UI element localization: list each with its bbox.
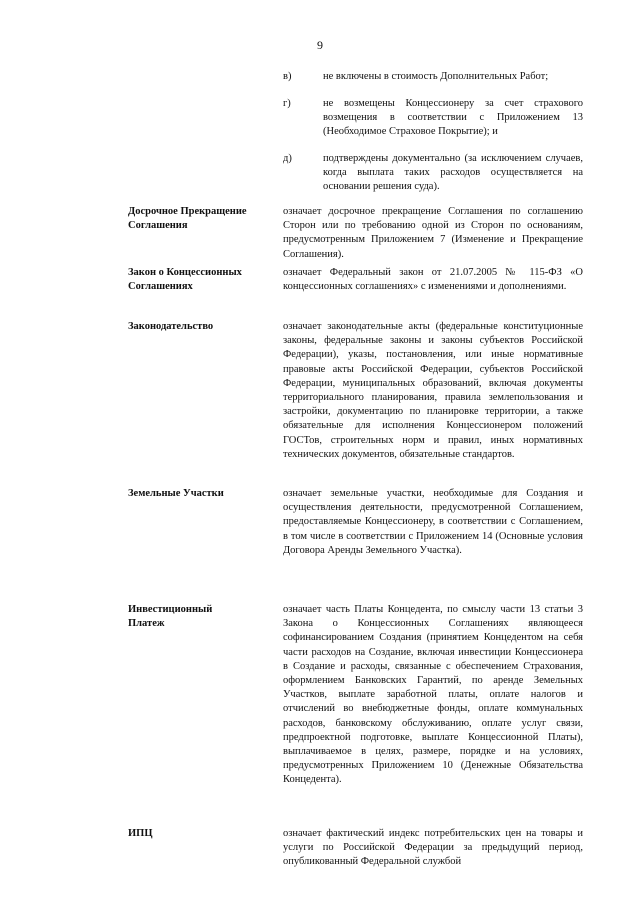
term-land-plots: Земельные Участки <box>128 488 224 499</box>
term-early-termination: Досрочное Прекращение Соглашения <box>128 206 247 232</box>
subitem-mark: д) <box>283 153 292 164</box>
subitem-text: не возмещены Концессионеру за счет страхового возмещения в соответствии с Приложением 13 (Необходимое Страховое Покрытие); и <box>323 98 583 138</box>
term-concession-law: Закон о Концессионных Соглашениях <box>128 267 242 293</box>
subitem-text: подтверждены документально (за исключением случаев, когда выплата таких расходов осуществляется на основании решения суда). <box>323 153 583 193</box>
definition-cpi: означает фактический индекс потребительских цен на товары и услуги по Российской Федерации за предыдущий период, опубликованный Федеральной службой <box>283 828 583 868</box>
subitem-mark: г) <box>283 98 291 109</box>
subitem-mark: в) <box>283 71 292 82</box>
subitem-text: не включены в стоимость Дополнительных Работ; <box>323 71 549 82</box>
definition-early-termination: означает досрочное прекращение Соглашения по соглашению Сторон или по требованию одной из Сторон по основаниям, предусмотренным Приложением 7 (Изменение и Прекращение Соглашения). <box>283 206 583 260</box>
definition-legislation: означает законодательные акты (федеральные конституционные законы, федеральные законы и законы субъектов Российской Федерации), указы, постановления, или иные нормативные правовые акты Российской Федерации, субъектов Российской Федерации, муниципальных образований, включая документы территориального планирования, правила землепользования и застройки, документацию по планировке территории, а также обязательные для исполнения Концессионером положений ГОСТов, строительных норм и правил, иных нормативных технических документов, обязательные стандартов. <box>283 321 583 460</box>
definition-investment-payment: означает часть Платы Концедента, по смыслу части 13 статьи 3 Закона о Концессионных Соглашениях являющееся софинансированием Создания (принятием Концедентом на себя части расходов на Создание, включая инвестиции Концессионера в Создание и расходы, связанные с обеспечением Страхования, оформлением Банковских Гарантий, по аренде Земельных Участков, выплате заработной платы, оплате налогов и отчислений во внебюджетные фонды, оплате коммунальных расходов, банковскому обслуживанию, оплате услуг связи, предпроектной подготовке, выплате Концессионной Платы), выплачиваемое в целях, размере, порядке и на условиях, предусмотренных Приложением 10 (Денежные Обязательства Концедента). <box>283 604 583 786</box>
term-cpi: ИПЦ <box>128 828 153 839</box>
definition-concession-law: означает Федеральный закон от 21.07.2005 № 115-ФЗ «О концессионных соглашениях» с изменениями и дополнениями. <box>283 267 583 293</box>
page-number: 9 <box>317 38 323 52</box>
term-investment-payment: Инвестиционный Платеж <box>128 604 213 630</box>
definition-land-plots: означает земельные участки, необходимые для Создания и осуществления деятельности, предусмотренной Соглашением, предоставляемые Концессионеру, в соответствии с Соглашением, в том числе в соответствии с Приложением 14 (Основные условия Договора Аренды Земельного Участка). <box>283 488 583 556</box>
term-legislation: Законодательство <box>128 321 214 332</box>
